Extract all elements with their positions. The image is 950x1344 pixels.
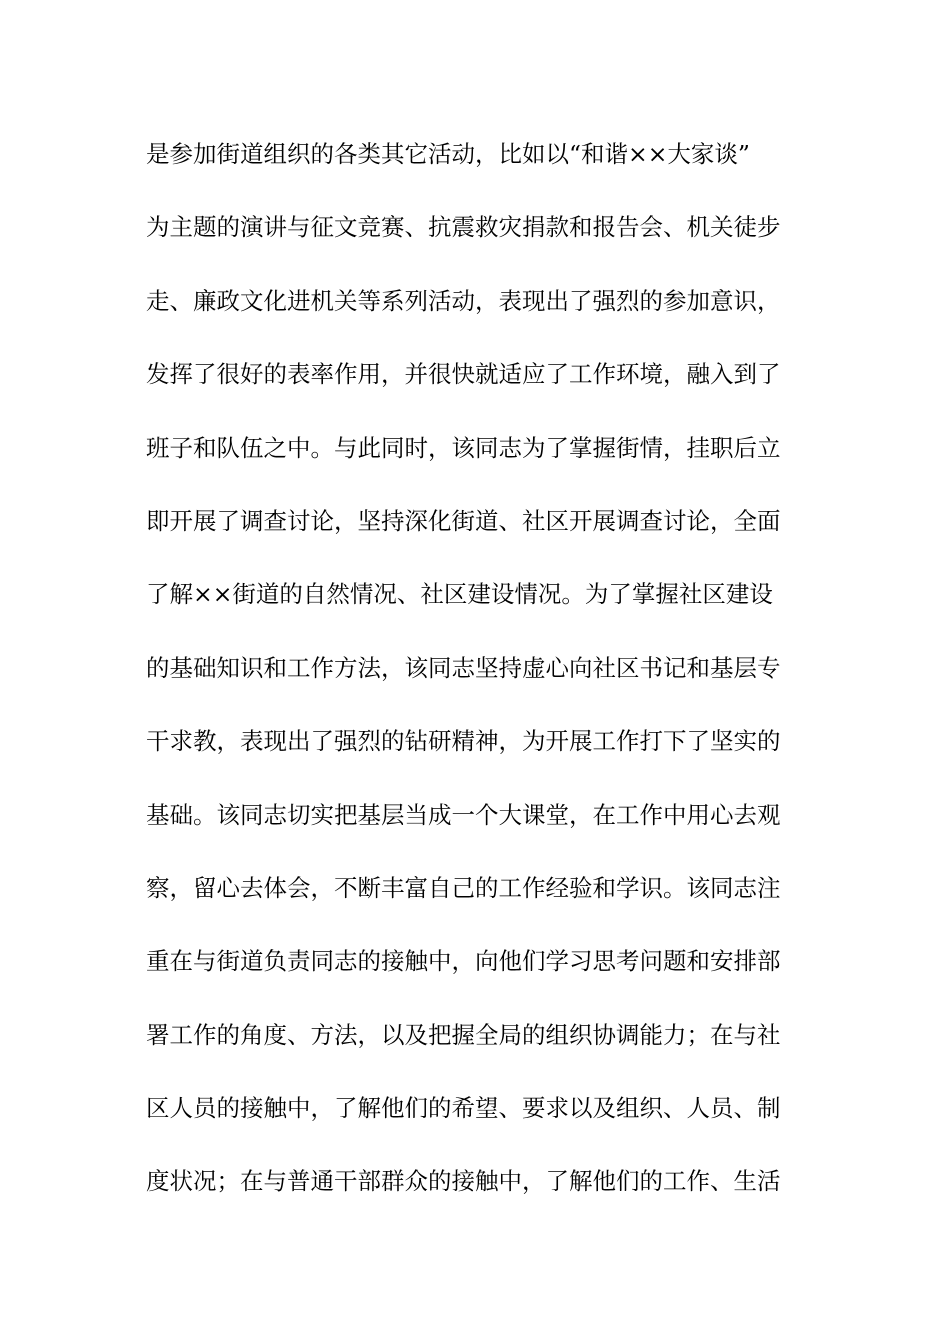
text-line: 重在与街道负责同志的接触中，向他们学习思考问题和安排部 <box>146 947 781 976</box>
text-line: 即开展了调查讨论，坚持深化街道、社区开展调查讨论，全面 <box>146 506 781 535</box>
text-line: 署工作的角度、方法，以及把握全局的组织协调能力；在与社 <box>146 1020 781 1049</box>
text-line: 干求教，表现出了强烈的钻研精神，为开展工作打下了坚实的 <box>146 727 781 756</box>
text-line: 走、廉政文化进机关等系列活动，表现出了强烈的参加意识， <box>146 286 781 315</box>
text-line: 了解××街道的自然情况、社区建设情况。为了掌握社区建设 <box>146 580 773 609</box>
text-line: 发挥了很好的表率作用，并很快就适应了工作环境，融入到了 <box>146 360 781 389</box>
text-line: 察，留心去体会，不断丰富自己的工作经验和学识。该同志注 <box>146 873 781 902</box>
text-line: 度状况；在与普通干部群众的接触中，了解他们的工作、生活 <box>146 1167 781 1196</box>
text-line: 为主题的演讲与征文竞赛、抗震救灾捐款和报告会、机关徒步 <box>146 213 781 242</box>
text-line: 区人员的接触中，了解他们的希望、要求以及组织、人员、制 <box>146 1094 781 1123</box>
text-line: 基础。该同志切实把基层当成一个大课堂，在工作中用心去观 <box>146 800 781 829</box>
body-text <box>146 131 806 1232</box>
text-line: 是参加街道组织的各类其它活动，比如以“和谐××大家谈” <box>146 140 750 168</box>
text-line: 班子和队伍之中。与此同时，该同志为了掌握街情，挂职后立 <box>146 433 781 462</box>
text-line: 的基础知识和工作方法，该同志坚持虚心向社区书记和基层专 <box>146 653 781 682</box>
